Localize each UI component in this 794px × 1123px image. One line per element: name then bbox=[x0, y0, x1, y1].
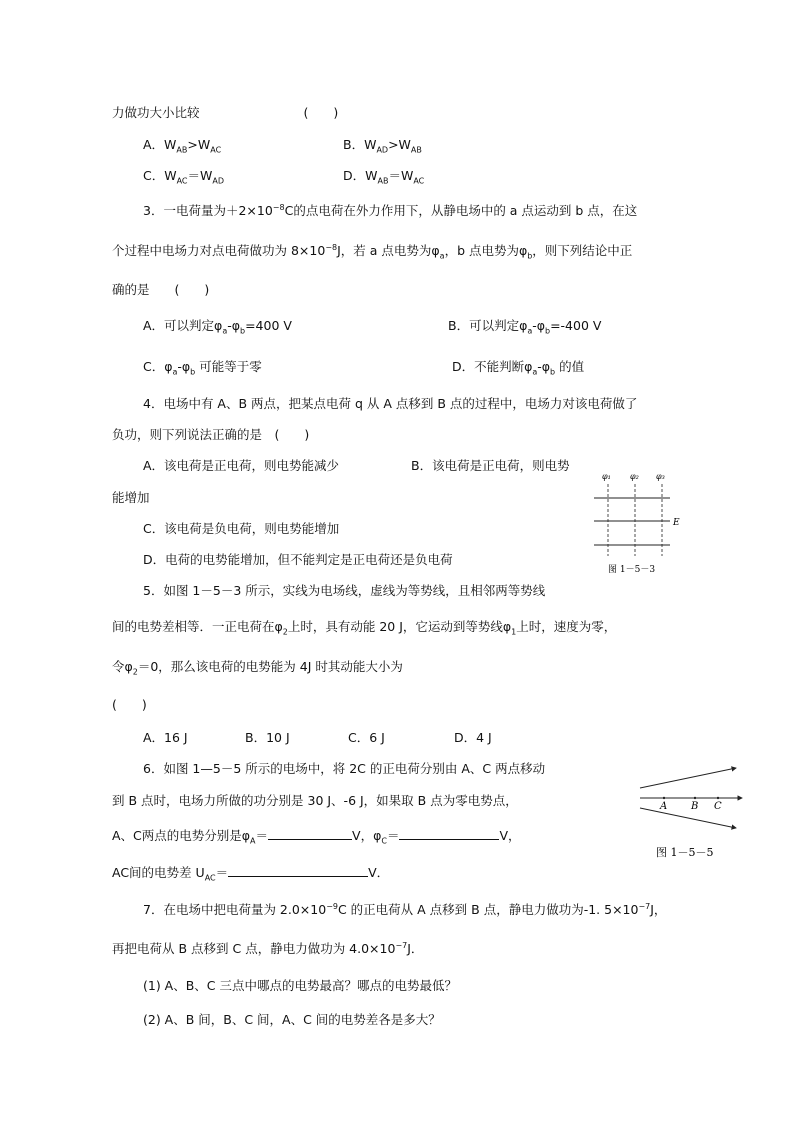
figure-1-5-3 bbox=[592, 466, 688, 580]
point-a-label: A bbox=[660, 801, 668, 812]
phi3-label: φ₃ bbox=[656, 472, 665, 481]
point-c bbox=[717, 797, 719, 799]
q3-line-2: 个过程中电场力对点电荷做功为 $8\times 10^{-8}J$，若 a 点电势为$\varphi_a$，b 点电势为$\varphi_b$，则下列结论中正 bbox=[112, 242, 633, 261]
figure-1-5-3-caption: 图 1－5－3 bbox=[608, 565, 656, 575]
q5-line-1: 5．如图 1－5－3 所示，实线为电场线，虚线为等势线，且相邻两等势线 bbox=[143, 583, 546, 598]
option-c: C．$W_{AC}=W_{AD}$ bbox=[143, 168, 225, 186]
q4-option-d: D．电荷的电势能增加，但不能判定是正电荷还是负电荷 bbox=[143, 552, 453, 567]
figure-1-5-5 bbox=[638, 760, 748, 860]
point-c-label: C bbox=[714, 801, 722, 812]
q6-line-1: 6．如图 1—5－5 所示的电场中，将 2C 的正电荷分别由 A、C 两点移动 bbox=[143, 761, 546, 776]
q4-line-1: 4．电场中有 A、B 两点，把某点电荷 q 从 A 点移到 B 点的过程中，电场力对该电荷做了 bbox=[143, 396, 638, 411]
q5-line-2: 间的电势差相等．一正电荷在$\varphi_2$上时，具有动能 20 J，它运动到等势线$\varphi_1$上时，速度为零， bbox=[112, 619, 617, 637]
q7-line-2: 再把电荷从 B 点移到 C 点，静电力做功为 $4.0\times 10^{-7}J$． bbox=[112, 940, 424, 956]
q4-option-b: B．该电荷是正电荷，则电势 bbox=[411, 458, 570, 473]
q4-option-b-continued: 能增加 bbox=[112, 490, 150, 505]
figure-1-5-5-caption: 图 1－5－5 bbox=[656, 846, 714, 859]
option-b: B．$W_{AD}>W_{AB}$ bbox=[343, 137, 422, 155]
phi2-label: φ₂ bbox=[630, 472, 639, 481]
option-a: A．$W_{AB}>W_{AC}$ bbox=[143, 137, 222, 155]
field-e-label: E bbox=[673, 518, 680, 528]
q5-line-3: 令$\varphi_2=0$，那么该电荷的电势能为 4J 时其动能大小为 bbox=[112, 659, 403, 677]
q4-line-2: 负功，则下列说法正确的是 ( ) bbox=[112, 427, 310, 442]
q3-option-d: D．不能判断$\varphi_a-\varphi_b$ 的值 bbox=[452, 359, 585, 377]
q7-subquestion-2: (2) A、B 间，B、C 间，A、C 间的电势差各是多大？ bbox=[143, 1012, 441, 1027]
q4-option-a: A．该电荷是正电荷，则电势能减少 bbox=[143, 458, 340, 473]
q3-line-3: 确的是 ( ) bbox=[112, 282, 210, 297]
q7-line-1: 7．在电场中把电荷量为 $2.0\times 10^{-9}C$ 的正电荷从 A 点移到 B 点，静电力做功为-1. $5\times 10^{-7}J$， bbox=[143, 901, 667, 917]
point-b-label: B bbox=[691, 801, 699, 812]
q7-subquestion-1: (1) A、B、C 三点中哪点的电势最高？哪点的电势最低？ bbox=[143, 978, 458, 993]
q5-answer-paren: ( ) bbox=[112, 697, 147, 712]
q3-option-c: C．$\varphi_a-\varphi_b$ 可能等于零 bbox=[143, 359, 262, 377]
phi-a-blank bbox=[268, 827, 352, 840]
u-ac-blank bbox=[228, 864, 368, 877]
answer-paren: ( ) bbox=[303, 105, 339, 120]
q5-option-b: B．10 J bbox=[245, 730, 290, 745]
q5-option-c: C．6 J bbox=[348, 730, 385, 745]
field-line-upper bbox=[640, 768, 736, 788]
phi1-label: φ₁ bbox=[602, 472, 611, 481]
q6-line-4: AC间的电势差 $U_{AC}= V$． bbox=[112, 865, 390, 883]
phi-c-blank bbox=[399, 827, 499, 840]
q4-option-c: C．该电荷是负电荷，则电势能增加 bbox=[143, 521, 340, 536]
q5-option-a: A．16 J bbox=[143, 730, 188, 745]
option-d: D．$W_{AB}=W_{AC}$ bbox=[343, 168, 425, 186]
q3-option-a: A．可以判定$\varphi_a-\varphi_b=400$ V bbox=[143, 318, 292, 336]
question-stem-continuation: 力做功大小比较 ( ) bbox=[112, 105, 339, 120]
point-a bbox=[663, 797, 665, 799]
q5-option-d: D．4 J bbox=[454, 730, 492, 745]
q3-option-b: B．可以判定$\varphi_a-\varphi_b=-400$ V bbox=[448, 318, 602, 336]
point-b bbox=[694, 797, 696, 799]
q6-line-3: A、C两点的电势分别是$\varphi_A= V$，$\varphi_C= V$， bbox=[112, 828, 521, 846]
q3-line-1: 3．一电荷量为$+2\times 10^{-8}C$的点电荷在外力作用下，从静电场中的 a 点运动到 b 点，在这 bbox=[143, 202, 638, 218]
q6-line-2: 到 B 点时，电场力所做的功分别是 30 J、-6 J，如果取 B 点为零电势点， bbox=[112, 793, 518, 808]
